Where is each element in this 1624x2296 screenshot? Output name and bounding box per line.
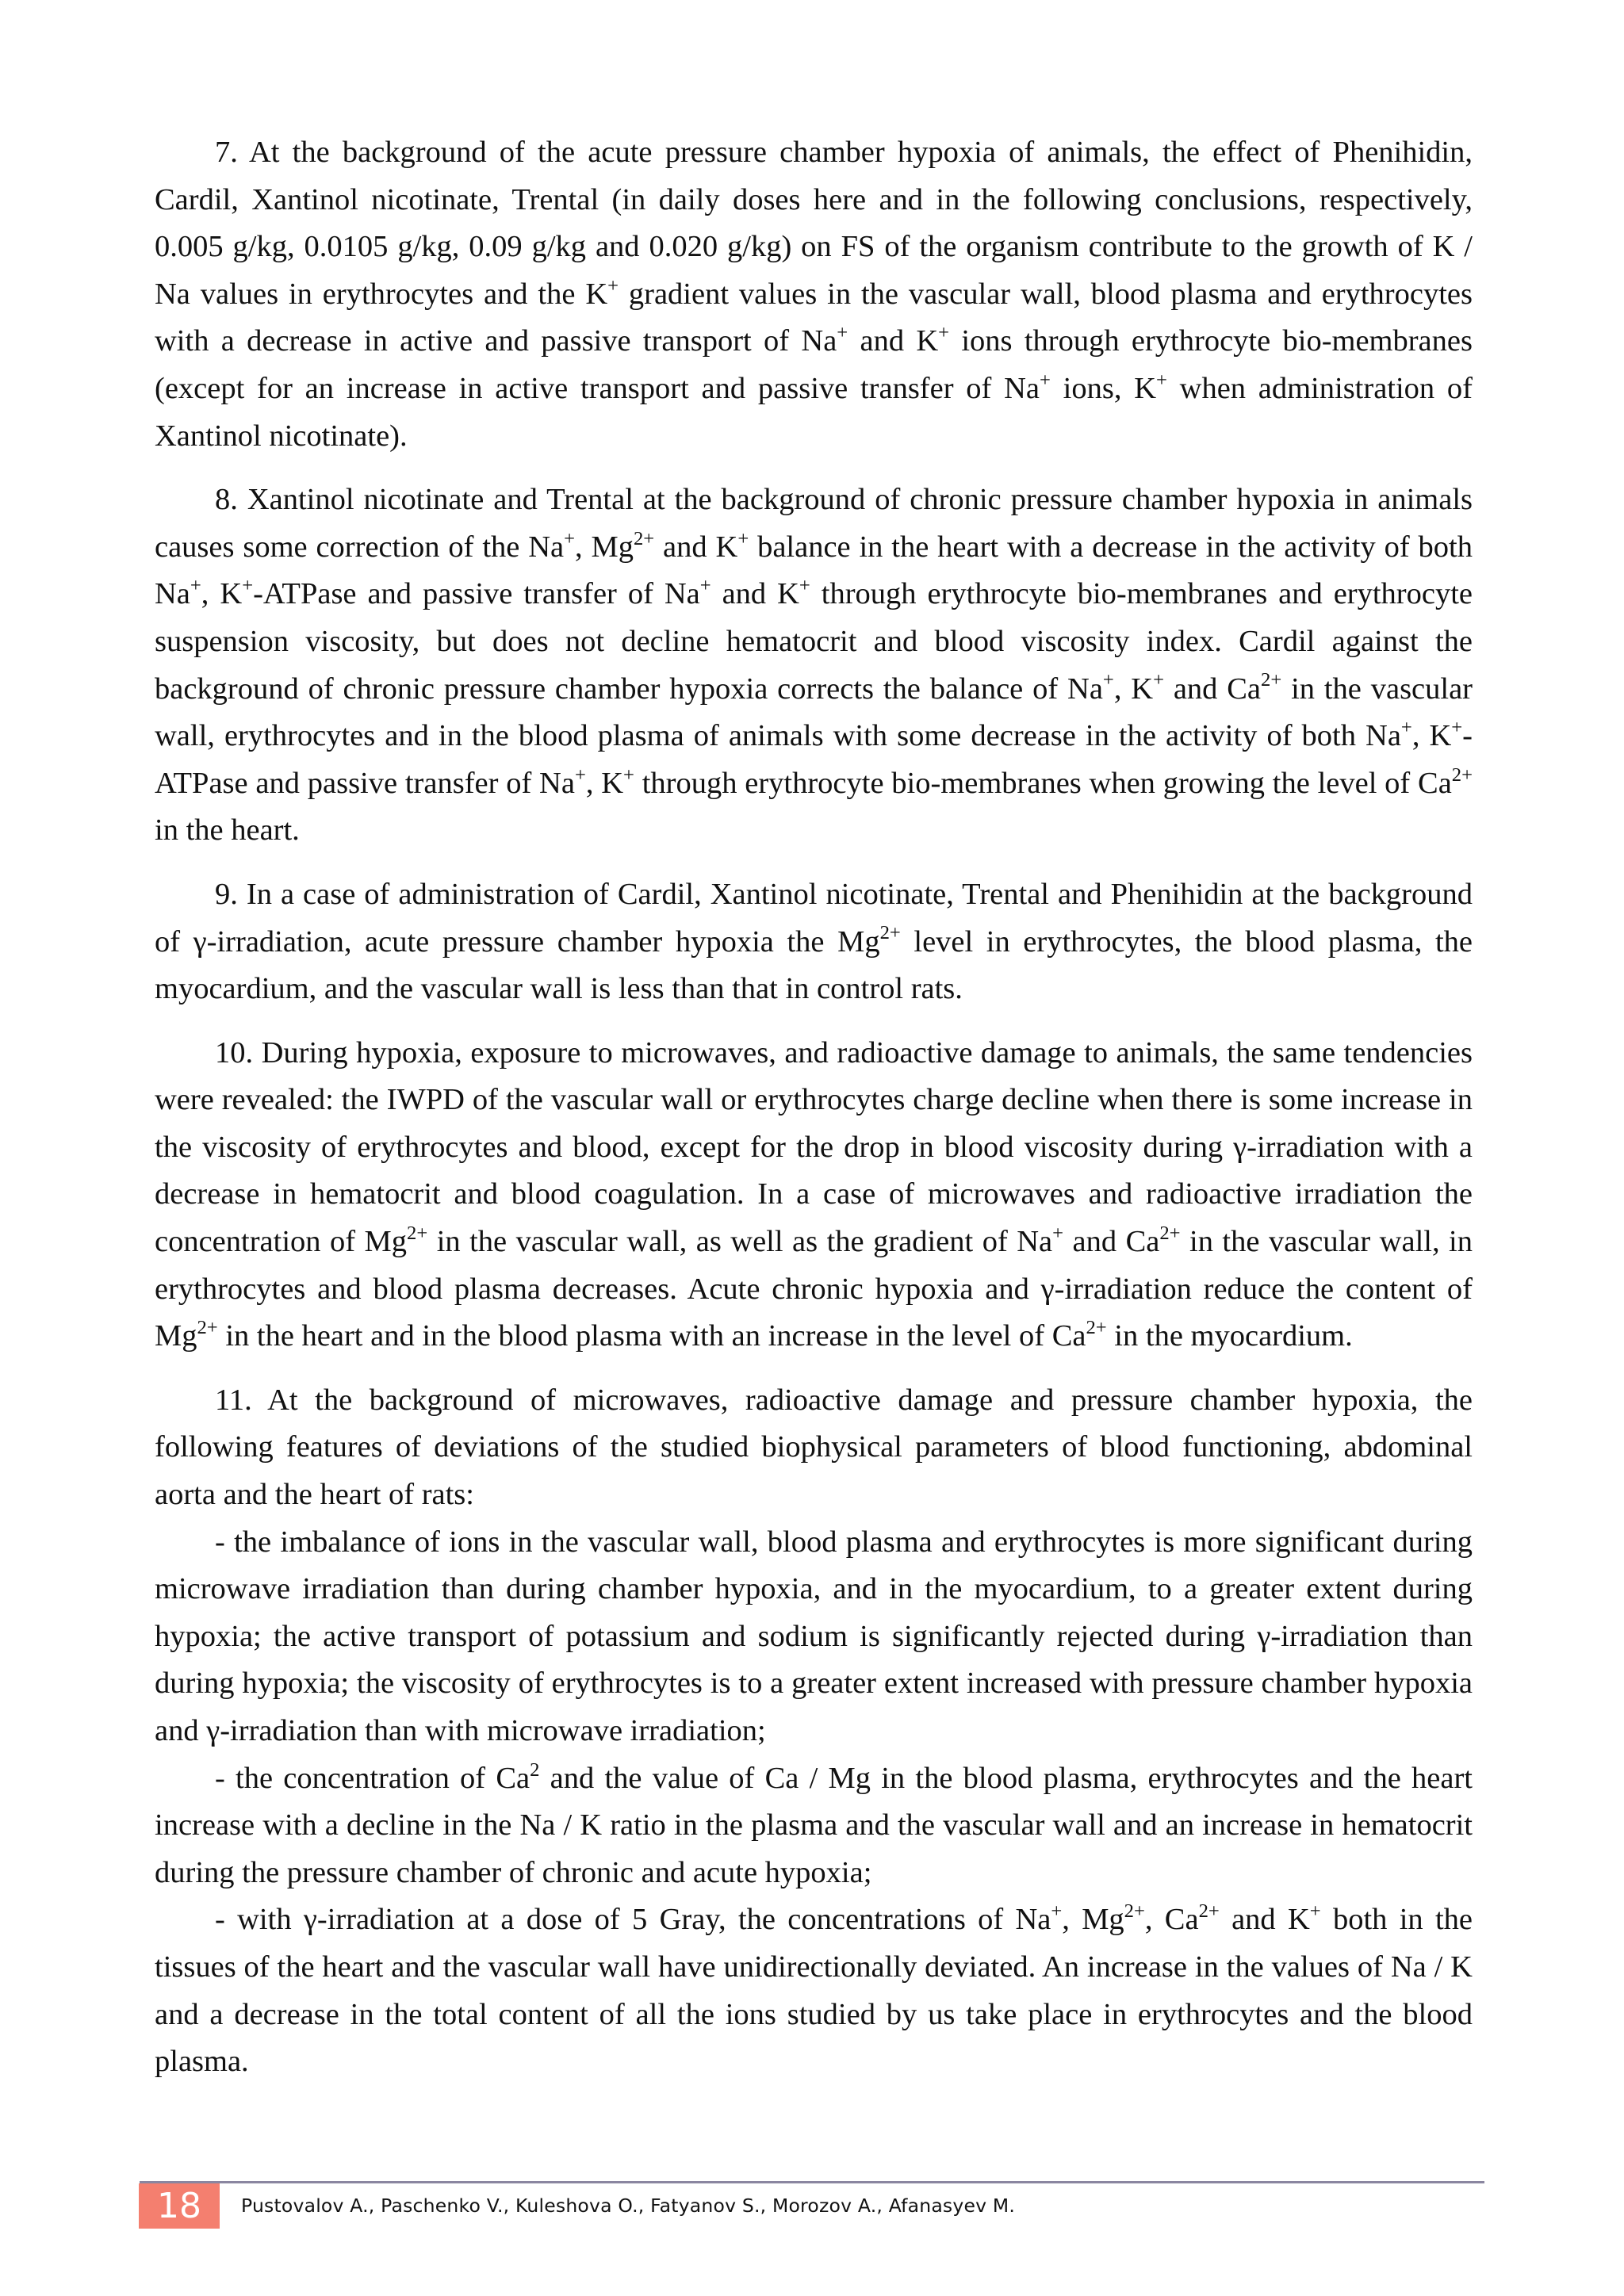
footer-authors: Pustovalov A., Paschenko V., Kuleshova O., Fatyanov S., Morozov A., Afanasyev M. <box>241 2195 1016 2217</box>
text-run: -ATPase and passive transfer of Na <box>155 719 1473 800</box>
text-run: ions, K <box>1050 371 1156 405</box>
superscript: + <box>1400 717 1412 739</box>
superscript: 2 <box>530 1758 540 1781</box>
superscript: + <box>938 322 950 344</box>
superscript: 2+ <box>1124 1900 1145 1923</box>
text-run: , Ca <box>1144 1903 1199 1937</box>
conclusion-10 <box>155 1030 1473 1360</box>
superscript: + <box>699 575 711 597</box>
text-run: , K <box>585 766 624 800</box>
text-run: , Mg <box>575 530 634 564</box>
text-run: ions through erythrocyte bio-membranes (except for an increase in active transport and passive transfer of Na <box>155 324 1473 405</box>
superscript: 2+ <box>1159 1223 1181 1245</box>
superscript: 2+ <box>1261 669 1282 691</box>
text-run: through erythrocyte bio-membranes when growing the level of Ca <box>634 766 1452 800</box>
text-run: gradient values in the vascular wall, blood plasma and erythrocytes with a decrease in active and passive transport of Na <box>155 277 1473 358</box>
text-run: in the vascular wall, as well as the gradient of Na <box>427 1225 1053 1259</box>
superscript: + <box>564 527 575 549</box>
text-run: and K <box>654 530 738 564</box>
text-run: 10. During hypoxia, exposure to microwaves, and radioactive damage to animals, the same tendencies were revealed: the IWPD of the vascular wall or erythrocytes charge decline when there is some increase in the viscosity of erythrocytes and blood, except for the drop in blood viscosity during γ-irradiation with a decrease in hematocrit and blood coagulation. In a case of microwaves and radioactive irradiation the concentration of Mg <box>155 1035 1473 1259</box>
text-run: in the vascular wall, erythrocytes and in the blood plasma of animals with some decrease in the activity of both Na <box>155 672 1473 753</box>
conclusion-11 <box>155 1377 1473 1519</box>
text-run: when administration of Xantinol nicotinate). <box>155 371 1473 453</box>
text-run: , K <box>1411 719 1452 753</box>
text-run: - the imbalance of ions in the vascular wall, blood plasma and erythrocytes is more significant during microwave irradiation than during chamber hypoxia, and in the myocardium, to a greater extent during hypoxia; the active transport of potassium and sodium is significantly rejected during γ-irradiation than during hypoxia; the viscosity of erythrocytes is to a greater extent increased with pressure chamber hypoxia and γ-irradiation than with microwave irradiation; <box>155 1525 1473 1747</box>
superscript: 2+ <box>633 527 655 549</box>
conclusion-11-list-item <box>155 1519 1473 1755</box>
text-run: and K <box>1219 1903 1310 1937</box>
conclusion-11-list-item <box>155 1896 1473 2085</box>
conclusion-7 <box>155 129 1473 460</box>
text-run: and the value of Ca / Mg in the blood plasma, erythrocytes and the heart increase with a decline in the Na / K ratio in the plasma and the vascular wall and an increase in hematocrit during the pressure chamber of chronic and acute hypoxia; <box>155 1761 1473 1889</box>
text-run: and Ca <box>1163 672 1262 706</box>
superscript: + <box>607 274 619 297</box>
superscript: + <box>1309 1900 1321 1923</box>
text-run: , K <box>201 577 243 611</box>
text-run: , K <box>1113 672 1154 706</box>
text-run: - with γ-irradiation at a dose of 5 Gray, the concentrations of Na <box>215 1903 1051 1937</box>
text-run: and K <box>848 324 939 358</box>
page-number-badge: 18 <box>139 2183 220 2229</box>
text-run: in the heart. <box>155 813 300 848</box>
text-run: and Ca <box>1063 1225 1160 1259</box>
superscript: + <box>1051 1900 1063 1923</box>
superscript: 2+ <box>197 1317 218 1339</box>
page-body <box>155 129 1473 2086</box>
superscript: + <box>1451 717 1463 739</box>
superscript: + <box>242 575 254 597</box>
superscript: 2+ <box>1451 763 1473 786</box>
conclusion-8 <box>155 476 1473 855</box>
text-run: and K <box>710 577 799 611</box>
superscript: + <box>799 575 810 597</box>
superscript: + <box>623 763 634 786</box>
text-run: -ATPase and passive transfer of Na <box>253 577 700 611</box>
superscript: 2+ <box>407 1223 428 1245</box>
superscript: + <box>737 527 749 549</box>
conclusion-9 <box>155 871 1473 1013</box>
superscript: + <box>837 322 848 344</box>
text-run: balance in the heart with a decrease in the activity of both Na <box>155 530 1473 611</box>
superscript: + <box>190 575 201 597</box>
text-run: in the heart and in the blood plasma with an increase in the level of Ca <box>217 1319 1086 1353</box>
conclusion-11-list-item <box>155 1755 1473 1897</box>
superscript: 2+ <box>1086 1317 1107 1339</box>
text-run: , Mg <box>1062 1903 1124 1937</box>
text-run: 9. In a case of administration of Cardil, Xantinol nicotinate, Trental and Phenihidin at the background of γ-irradiation, acute pressure chamber hypoxia the Mg <box>155 877 1473 959</box>
superscript: + <box>574 763 586 786</box>
text-run: - the concentration of Ca <box>215 1761 530 1795</box>
superscript: 2+ <box>1198 1900 1220 1923</box>
superscript: 2+ <box>879 922 901 944</box>
text-run: through erythrocyte bio-membranes and erythrocyte suspension viscosity, but does not decline hematocrit and blood viscosity index. Cardil against the background of chronic pressure chamber hypoxia corrects the balance of Na <box>155 577 1473 706</box>
superscript: + <box>1156 369 1167 391</box>
text-run: level in erythrocytes, the blood plasma, the myocardium, and the vascular wall is less than that in control rats. <box>155 924 1473 1006</box>
footer-rule <box>140 2181 1484 2183</box>
text-run: in the myocardium. <box>1106 1319 1353 1353</box>
superscript: + <box>1040 369 1051 391</box>
text-run: 8. Xantinol nicotinate and Trental at the background of chronic pressure chamber hypoxia in animals causes some correction of the Na <box>155 483 1473 564</box>
text-run: in the vascular wall, in erythrocytes and blood plasma decreases. Acute chronic hypoxia and γ-irradiation reduce the content of Mg <box>155 1225 1473 1353</box>
text-run: both in the tissues of the heart and the vascular wall have unidirectionally deviated. An increase in the values of Na / K and a decrease in the total content of all the ions studied by us take place in erythrocytes and the blood plasma. <box>155 1903 1473 2079</box>
text-run: 7. At the background of the acute pressure chamber hypoxia of animals, the effect of Phenihidin, Cardil, Xantinol nicotinate, Trental (in daily doses here and in the following conclusions, respectively, 0.005 g/kg, 0.0105 g/kg, 0.09 g/kg and 0.020 g/kg) on FS of the organism contribute to the growth of K / Na values in erythrocytes and the K <box>155 136 1473 311</box>
superscript: + <box>1102 669 1114 691</box>
superscript: + <box>1153 669 1164 691</box>
text-run: 11. At the background of microwaves, radioactive damage and pressure chamber hypoxia, the following features of deviations of the studied biophysical parameters of blood functioning, abdominal aorta and the heart of rats: <box>155 1383 1473 1512</box>
superscript: + <box>1052 1223 1064 1245</box>
